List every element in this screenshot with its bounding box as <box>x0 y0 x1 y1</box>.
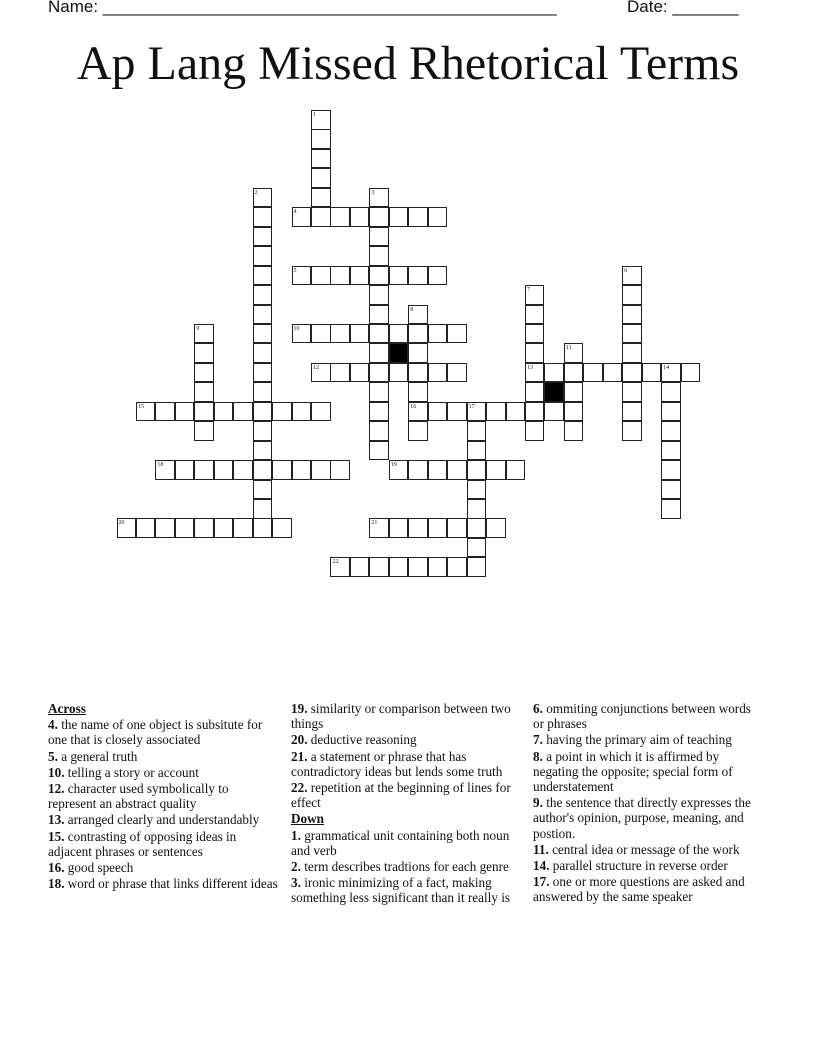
grid-cell[interactable] <box>214 518 234 538</box>
clue-across-12: 12. character used symbolically to represent an abstract quality <box>48 781 229 812</box>
grid-cell[interactable] <box>194 343 214 363</box>
cell-number-label: 9 <box>196 325 200 332</box>
cell-number-label: 4 <box>293 209 297 216</box>
grid-cell[interactable] <box>175 402 195 422</box>
grid-cell[interactable] <box>428 207 448 227</box>
grid-cell[interactable] <box>447 557 467 577</box>
grid-cell[interactable] <box>272 518 292 538</box>
grid-cell[interactable] <box>661 363 681 383</box>
grid-cell[interactable] <box>447 324 467 344</box>
cell-number-label: 3 <box>371 189 375 196</box>
grid-cell[interactable] <box>389 363 409 383</box>
grid-cell[interactable] <box>369 441 389 461</box>
grid-cell[interactable] <box>369 343 389 363</box>
cell-number-label: 1 <box>313 112 316 118</box>
clue-down-3: 3. ironic minimizing of a fact, making something less significant than it really is <box>291 875 511 906</box>
grid-cell[interactable] <box>428 402 448 422</box>
grid-cell[interactable] <box>194 382 214 402</box>
grid-cell[interactable] <box>311 207 331 227</box>
grid-cell[interactable] <box>408 207 428 227</box>
grid-cell[interactable] <box>544 402 564 422</box>
cell-number-label: 20 <box>118 520 125 527</box>
grid-cell[interactable] <box>311 363 331 383</box>
grid-cell[interactable] <box>622 421 642 441</box>
cell-number-label: 8 <box>410 306 414 313</box>
grid-cell[interactable] <box>253 382 273 402</box>
grid-cell[interactable] <box>428 266 448 286</box>
clue-down-1: 1. grammatical unit containing both noun and verb <box>291 827 510 858</box>
grid-cell[interactable] <box>292 266 312 286</box>
grid-cell[interactable] <box>253 324 273 344</box>
grid-cell[interactable] <box>311 188 331 208</box>
grid-cell-shaded <box>544 382 564 402</box>
grid-cell[interactable] <box>661 402 681 422</box>
cell-number-label: 7 <box>526 287 530 294</box>
cell-number-label: 6 <box>624 267 628 274</box>
grid-cell[interactable] <box>428 557 448 577</box>
grid-cell[interactable] <box>661 499 681 519</box>
grid-cell[interactable] <box>447 460 467 480</box>
grid-cell[interactable] <box>350 266 370 286</box>
grid-cell[interactable] <box>564 363 584 383</box>
grid-cell[interactable] <box>525 285 545 305</box>
clue-down-9: 9. the sentence that directly expresses the author's opinion, purpose, meaning, and postion. <box>533 795 751 841</box>
grid-cell[interactable] <box>311 266 331 286</box>
grid-cell[interactable] <box>311 110 331 130</box>
grid-cell[interactable] <box>428 460 448 480</box>
cell-number-label: 18 <box>157 462 164 469</box>
grid-cell[interactable] <box>369 382 389 402</box>
clue-across-13: 13. arranged clearly and understandably <box>48 812 260 828</box>
clue-down-7: 7. having the primary aim of teaching <box>533 732 732 748</box>
cell-number-label: 22 <box>332 559 339 566</box>
grid-cell[interactable] <box>467 499 487 519</box>
grid-cell[interactable] <box>311 149 331 169</box>
grid-cell[interactable] <box>486 518 506 538</box>
grid-cell[interactable] <box>311 324 331 344</box>
cell-number-label: 16 <box>410 403 417 410</box>
cell-number-label: 5 <box>293 267 297 274</box>
grid-cell[interactable] <box>253 266 273 286</box>
clue-down-2: 2. term describes tradtions for each genre <box>291 859 509 875</box>
grid-cell[interactable] <box>369 363 389 383</box>
grid-cell[interactable] <box>330 557 350 577</box>
grid-cell[interactable] <box>214 402 234 422</box>
grid-cell[interactable] <box>389 518 409 538</box>
grid-cell[interactable] <box>681 363 701 383</box>
grid-cell[interactable] <box>155 460 175 480</box>
grid-cell[interactable] <box>330 363 350 383</box>
clue-across-19: 19. similarity or comparison between two things <box>291 701 511 732</box>
grid-cell[interactable] <box>233 402 253 422</box>
grid-cell[interactable] <box>389 460 409 480</box>
grid-cell[interactable] <box>467 460 487 480</box>
grid-cell[interactable] <box>525 324 545 344</box>
grid-cell[interactable] <box>369 557 389 577</box>
grid-cell[interactable] <box>369 402 389 422</box>
grid-cell[interactable] <box>506 460 526 480</box>
grid-cell[interactable] <box>253 188 273 208</box>
grid-cell[interactable] <box>311 402 331 422</box>
grid-cell[interactable] <box>661 421 681 441</box>
grid-cell[interactable] <box>389 324 409 344</box>
grid-cell[interactable] <box>408 421 428 441</box>
cell-number-label: 15 <box>137 403 144 410</box>
grid-cell[interactable] <box>486 402 506 422</box>
grid-cell[interactable] <box>194 324 214 344</box>
grid-cell[interactable] <box>272 460 292 480</box>
grid-cell-shaded <box>389 343 409 363</box>
grid-cell[interactable] <box>389 266 409 286</box>
grid-cell[interactable] <box>622 363 642 383</box>
cell-number-label: 17 <box>468 403 475 410</box>
grid-cell[interactable] <box>350 207 370 227</box>
grid-cell[interactable] <box>622 305 642 325</box>
grid-cell[interactable] <box>292 324 312 344</box>
grid-cell[interactable] <box>253 305 273 325</box>
grid-cell[interactable] <box>564 382 584 402</box>
grid-cell[interactable] <box>525 402 545 422</box>
grid-cell[interactable] <box>369 285 389 305</box>
clue-across-4: 4. the name of one object is subsitute for one that is closely associated <box>48 717 263 748</box>
grid-cell[interactable] <box>253 421 273 441</box>
grid-cell[interactable] <box>622 324 642 344</box>
grid-cell[interactable] <box>525 305 545 325</box>
grid-cell[interactable] <box>661 460 681 480</box>
cell-number-label: 12 <box>313 364 319 371</box>
clue-across-20: 20. deductive reasoning <box>291 732 417 748</box>
grid-cell[interactable] <box>253 207 273 227</box>
clue-down-6: 6. ommiting conjunctions between words or phrases <box>533 701 751 732</box>
grid-cell[interactable] <box>175 460 195 480</box>
grid-cell[interactable] <box>369 188 389 208</box>
clue-down-11: 11. central idea or message of the work <box>533 841 740 857</box>
grid-cell[interactable] <box>564 421 584 441</box>
across-heading: Across <box>48 701 86 716</box>
grid-cell[interactable] <box>292 460 312 480</box>
grid-cell[interactable] <box>525 363 545 383</box>
grid-cell[interactable] <box>642 363 662 383</box>
clue-across-18: 18. word or phrase that links different ideas <box>48 876 278 892</box>
grid-cell[interactable] <box>253 246 273 266</box>
grid-cell[interactable] <box>253 363 273 383</box>
clue-across-22: 22. repetition at the beginning of lines for effect <box>291 780 511 811</box>
grid-cell[interactable] <box>350 324 370 344</box>
cell-number-label: 11 <box>565 345 572 352</box>
grid-cell[interactable] <box>311 129 331 149</box>
grid-cell[interactable] <box>525 382 545 402</box>
grid-cell[interactable] <box>253 499 273 519</box>
cell-number-label: 19 <box>390 462 397 469</box>
grid-cell[interactable] <box>467 480 487 500</box>
grid-cell[interactable] <box>253 460 273 480</box>
grid-cell[interactable] <box>428 324 448 344</box>
grid-cell[interactable] <box>369 518 389 538</box>
grid-cell[interactable] <box>253 441 273 461</box>
page-title: Ap Lang Missed Rhetorical Terms <box>76 37 740 90</box>
grid-cell[interactable] <box>525 343 545 363</box>
clue-across-5: 5. a general truth <box>48 748 138 764</box>
grid-cell[interactable] <box>330 266 350 286</box>
grid-cell[interactable] <box>467 421 487 441</box>
cell-number-label: 2 <box>254 189 258 196</box>
grid-cell[interactable] <box>233 518 253 538</box>
grid-cell[interactable] <box>389 557 409 577</box>
grid-cell[interactable] <box>253 343 273 363</box>
cell-number-label: 14 <box>663 364 670 371</box>
grid-cell[interactable] <box>136 402 156 422</box>
grid-cell[interactable] <box>467 557 487 577</box>
grid-cell[interactable] <box>369 324 389 344</box>
grid-cell[interactable] <box>194 363 214 383</box>
grid-cell[interactable] <box>408 266 428 286</box>
grid-cell[interactable] <box>233 460 253 480</box>
grid-cell[interactable] <box>253 227 273 247</box>
grid-cell[interactable] <box>253 402 273 422</box>
grid-cell[interactable] <box>117 518 137 538</box>
grid-cell[interactable] <box>661 480 681 500</box>
grid-cell[interactable] <box>408 363 428 383</box>
grid-cell[interactable] <box>369 421 389 441</box>
grid-cell[interactable] <box>155 402 175 422</box>
clue-down-14: 14. parallel structure in reverse order <box>533 858 728 874</box>
grid-cell[interactable] <box>408 460 428 480</box>
grid-cell[interactable] <box>369 266 389 286</box>
grid-cell[interactable] <box>253 480 273 500</box>
grid-cell[interactable] <box>486 460 506 480</box>
grid-cell[interactable] <box>661 382 681 402</box>
grid-cell[interactable] <box>428 518 448 538</box>
grid-cell[interactable] <box>428 363 448 383</box>
grid-cell[interactable] <box>369 305 389 325</box>
clues-column-3 <box>533 701 765 906</box>
grid-cell[interactable] <box>389 207 409 227</box>
down-heading: Down <box>291 811 324 827</box>
grid-cell[interactable] <box>622 266 642 286</box>
grid-cell[interactable] <box>622 382 642 402</box>
grid-cell[interactable] <box>447 363 467 383</box>
grid-cell[interactable] <box>408 382 428 402</box>
grid-cell[interactable] <box>350 557 370 577</box>
grid-cell[interactable] <box>136 518 156 538</box>
cell-number-label: 21 <box>371 520 378 527</box>
grid-cell[interactable] <box>194 402 214 422</box>
clues-column-1 <box>48 701 280 892</box>
grid-cell[interactable] <box>350 363 370 383</box>
grid-cell[interactable] <box>506 402 526 422</box>
clue-across-15: 15. contrasting of opposing ideas in adjacent phrases or sentences <box>48 828 237 859</box>
grid-cell[interactable] <box>330 207 350 227</box>
grid-cell[interactable] <box>253 285 273 305</box>
grid-cell[interactable] <box>622 402 642 422</box>
grid-cell[interactable] <box>661 441 681 461</box>
grid-cell[interactable] <box>467 402 487 422</box>
grid-cell[interactable] <box>369 246 389 266</box>
grid-cell[interactable] <box>583 363 603 383</box>
clue-across-21: 21. a statement or phrase that has contradictory ideas but lends some truth <box>291 748 503 779</box>
grid-cell[interactable] <box>408 343 428 363</box>
grid-cell[interactable] <box>292 207 312 227</box>
grid-cell[interactable] <box>408 305 428 325</box>
clue-down-8: 8. a point in which it is affirmed by negating the opposite; special form of understatement <box>533 748 733 795</box>
grid-cell[interactable] <box>194 460 214 480</box>
grid-cell[interactable] <box>330 460 350 480</box>
grid-cell[interactable] <box>408 402 428 422</box>
grid-cell[interactable] <box>253 518 273 538</box>
grid-cell[interactable] <box>564 402 584 422</box>
grid-cell[interactable] <box>544 363 564 383</box>
grid-cell[interactable] <box>408 324 428 344</box>
grid-cell[interactable] <box>311 460 331 480</box>
date-field-label: Date: _______ <box>627 0 739 16</box>
grid-cell[interactable] <box>408 518 428 538</box>
grid-cell[interactable] <box>467 441 487 461</box>
grid-cell[interactable] <box>603 363 623 383</box>
grid-cell[interactable] <box>194 518 214 538</box>
clue-across-10: 10. telling a story or account <box>48 764 199 780</box>
grid-cell[interactable] <box>330 324 350 344</box>
grid-cell[interactable] <box>564 343 584 363</box>
grid-cell[interactable] <box>622 285 642 305</box>
name-field-label: Name: ________________________________________________ <box>48 0 557 16</box>
clues-column-2 <box>291 701 523 907</box>
grid-cell[interactable] <box>214 460 234 480</box>
clue-down-17: 17. one or more questions are asked and answered by the same speaker <box>533 874 745 905</box>
grid-cell[interactable] <box>175 518 195 538</box>
grid-cell[interactable] <box>272 402 292 422</box>
grid-cell[interactable] <box>194 421 214 441</box>
grid-cell[interactable] <box>467 538 487 558</box>
grid-cell[interactable] <box>622 343 642 363</box>
cell-number-label: 13 <box>526 364 533 371</box>
grid-cell[interactable] <box>525 421 545 441</box>
grid-cell[interactable] <box>155 518 175 538</box>
cell-number-label: 10 <box>293 325 300 332</box>
clue-across-16: 16. good speech <box>48 860 134 876</box>
grid-cell[interactable] <box>408 557 428 577</box>
grid-cell[interactable] <box>447 402 467 422</box>
grid-cell[interactable] <box>467 518 487 538</box>
grid-cell[interactable] <box>311 168 331 188</box>
grid-cell[interactable] <box>292 402 312 422</box>
grid-cell[interactable] <box>369 227 389 247</box>
grid-cell[interactable] <box>447 518 467 538</box>
grid-cell[interactable] <box>369 207 389 227</box>
